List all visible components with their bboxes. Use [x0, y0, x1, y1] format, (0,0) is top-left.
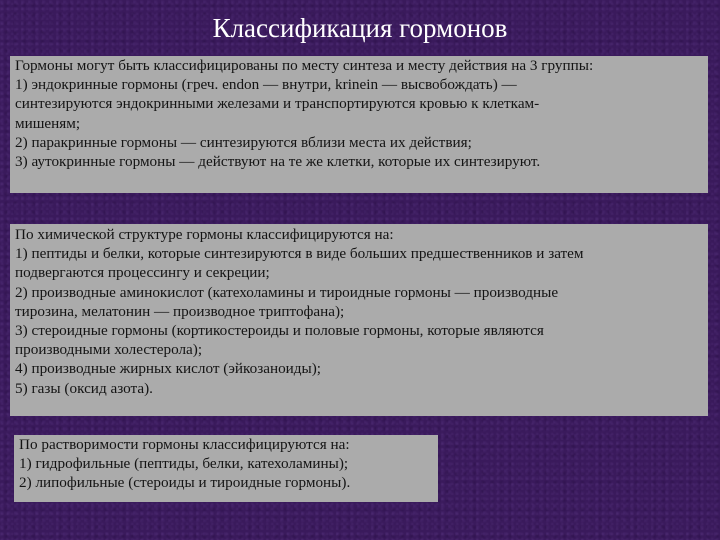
synthesis-line-endocrine: 1) эндокринные гормоны (греч. endon — внутри, krinein — высвобождать) —: [15, 76, 517, 94]
synthesis-line-intro: Гормоны могут быть классифицированы по месту синтеза и месту действия на 3 группы:: [15, 57, 594, 74]
chemical-line-gases: 5) газы (оксид азота).: [15, 379, 153, 397]
chemical-line-steroids-cont: производными холестерола);: [15, 341, 203, 359]
chemical-line-fatty-acids: 4) производные жирных кислот (эйкозаноиды);: [15, 360, 322, 378]
chemical-line-peptides-cont: подвергаются процессингу и секреции;: [15, 264, 270, 282]
solubility-line-intro: По растворимости гормоны классифицируются на:: [19, 436, 350, 453]
chemical-line-intro: По химической структуре гормоны классифицируются на:: [15, 226, 394, 243]
chemical-line-steroids: 3) стероидные гормоны (кортикостероиды и половые гормоны, которые являются: [15, 322, 544, 340]
solubility-block: [14, 435, 438, 502]
chemical-line-peptides: 1) пептиды и белки, которые синтезируются в виде больших предшественников и затем: [15, 245, 584, 263]
synthesis-line-paracrine: 2) паракринные гормоны — синтезируются вблизи места их действия;: [15, 133, 472, 151]
synthesis-classification-block: [10, 56, 708, 193]
chemical-line-amino-acids-cont: тирозина, мелатонин — производное триптофана);: [15, 302, 345, 320]
solubility-line-lipophilic: 2) липофильные (стероиды и тироидные гормоны).: [19, 474, 351, 492]
chemical-structure-block: [10, 224, 708, 416]
synthesis-line-endocrine-end: мишеням;: [15, 114, 81, 132]
solubility-line-hydrophilic: 1) гидрофильные (пептиды, белки, катехоламины);: [19, 455, 349, 473]
synthesis-line-endocrine-cont: синтезируются эндокринными железами и транспортируются кровью к клеткам-: [15, 95, 540, 113]
chemical-line-amino-acids: 2) производные аминокислот (катехоламины и тироидные гормоны — производные: [15, 283, 559, 301]
synthesis-line-autocrine: 3) аутокринные гормоны — действуют на те же клетки, которые их синтезируют.: [15, 153, 541, 171]
slide-title: Классификация гормонов: [212, 13, 508, 43]
